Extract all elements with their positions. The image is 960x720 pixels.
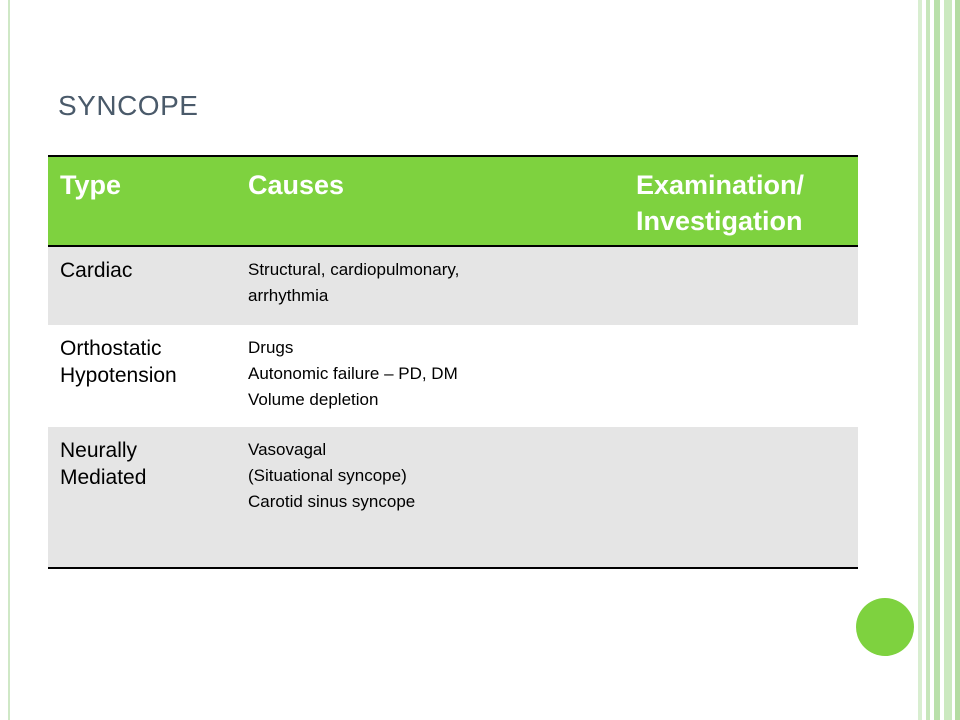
examination-cell (624, 246, 858, 325)
causes-cell (236, 427, 624, 568)
cause-text: arrhythmia (248, 286, 329, 305)
cause-text: (Situational syncope) (248, 466, 407, 485)
header-examination-line-2: Investigation (636, 206, 803, 236)
header-examination-line-1: Examination/ (636, 170, 805, 200)
header-type: Type (48, 156, 236, 246)
table-body (48, 246, 858, 568)
cause-text: Carotid sinus syncope (248, 492, 416, 511)
type-text: Orthostatic (60, 337, 162, 360)
stripe (926, 0, 930, 720)
syncope-table-container (48, 155, 858, 569)
causes-cell (236, 325, 624, 427)
stripe (934, 0, 940, 720)
type-text: Mediated (60, 466, 147, 489)
type-cell (48, 246, 236, 325)
type-text: Neurally (60, 439, 138, 462)
table-row-cardiac (48, 246, 858, 325)
causes-cell (236, 246, 624, 325)
decorative-stripes (916, 0, 960, 720)
stripe (944, 0, 952, 720)
cause-text: Structural, cardiopulmonary, (248, 260, 460, 279)
header-causes: Causes (236, 156, 624, 246)
type-text: Cardiac (60, 259, 133, 282)
header-examination (624, 156, 858, 246)
table-row-orthostatic (48, 325, 858, 427)
table-header (48, 156, 858, 246)
decorative-circle-icon (856, 598, 914, 656)
examination-cell (624, 325, 858, 427)
stripe (918, 0, 922, 720)
slide-title: SYNCOPE (58, 90, 199, 121)
type-text: Hypotension (60, 364, 177, 387)
examination-cell (624, 427, 858, 568)
stripe (955, 0, 960, 720)
cause-text: Volume depletion (248, 390, 379, 409)
table-row-neurally-mediated (48, 427, 858, 568)
cause-text: Autonomic failure – PD, DM (248, 364, 458, 383)
syncope-table (48, 155, 858, 569)
header-row (48, 156, 858, 246)
cause-text: Vasovagal (248, 440, 327, 459)
cause-text: Drugs (248, 338, 294, 357)
type-cell (48, 325, 236, 427)
type-cell (48, 427, 236, 568)
left-border-line (8, 0, 10, 720)
